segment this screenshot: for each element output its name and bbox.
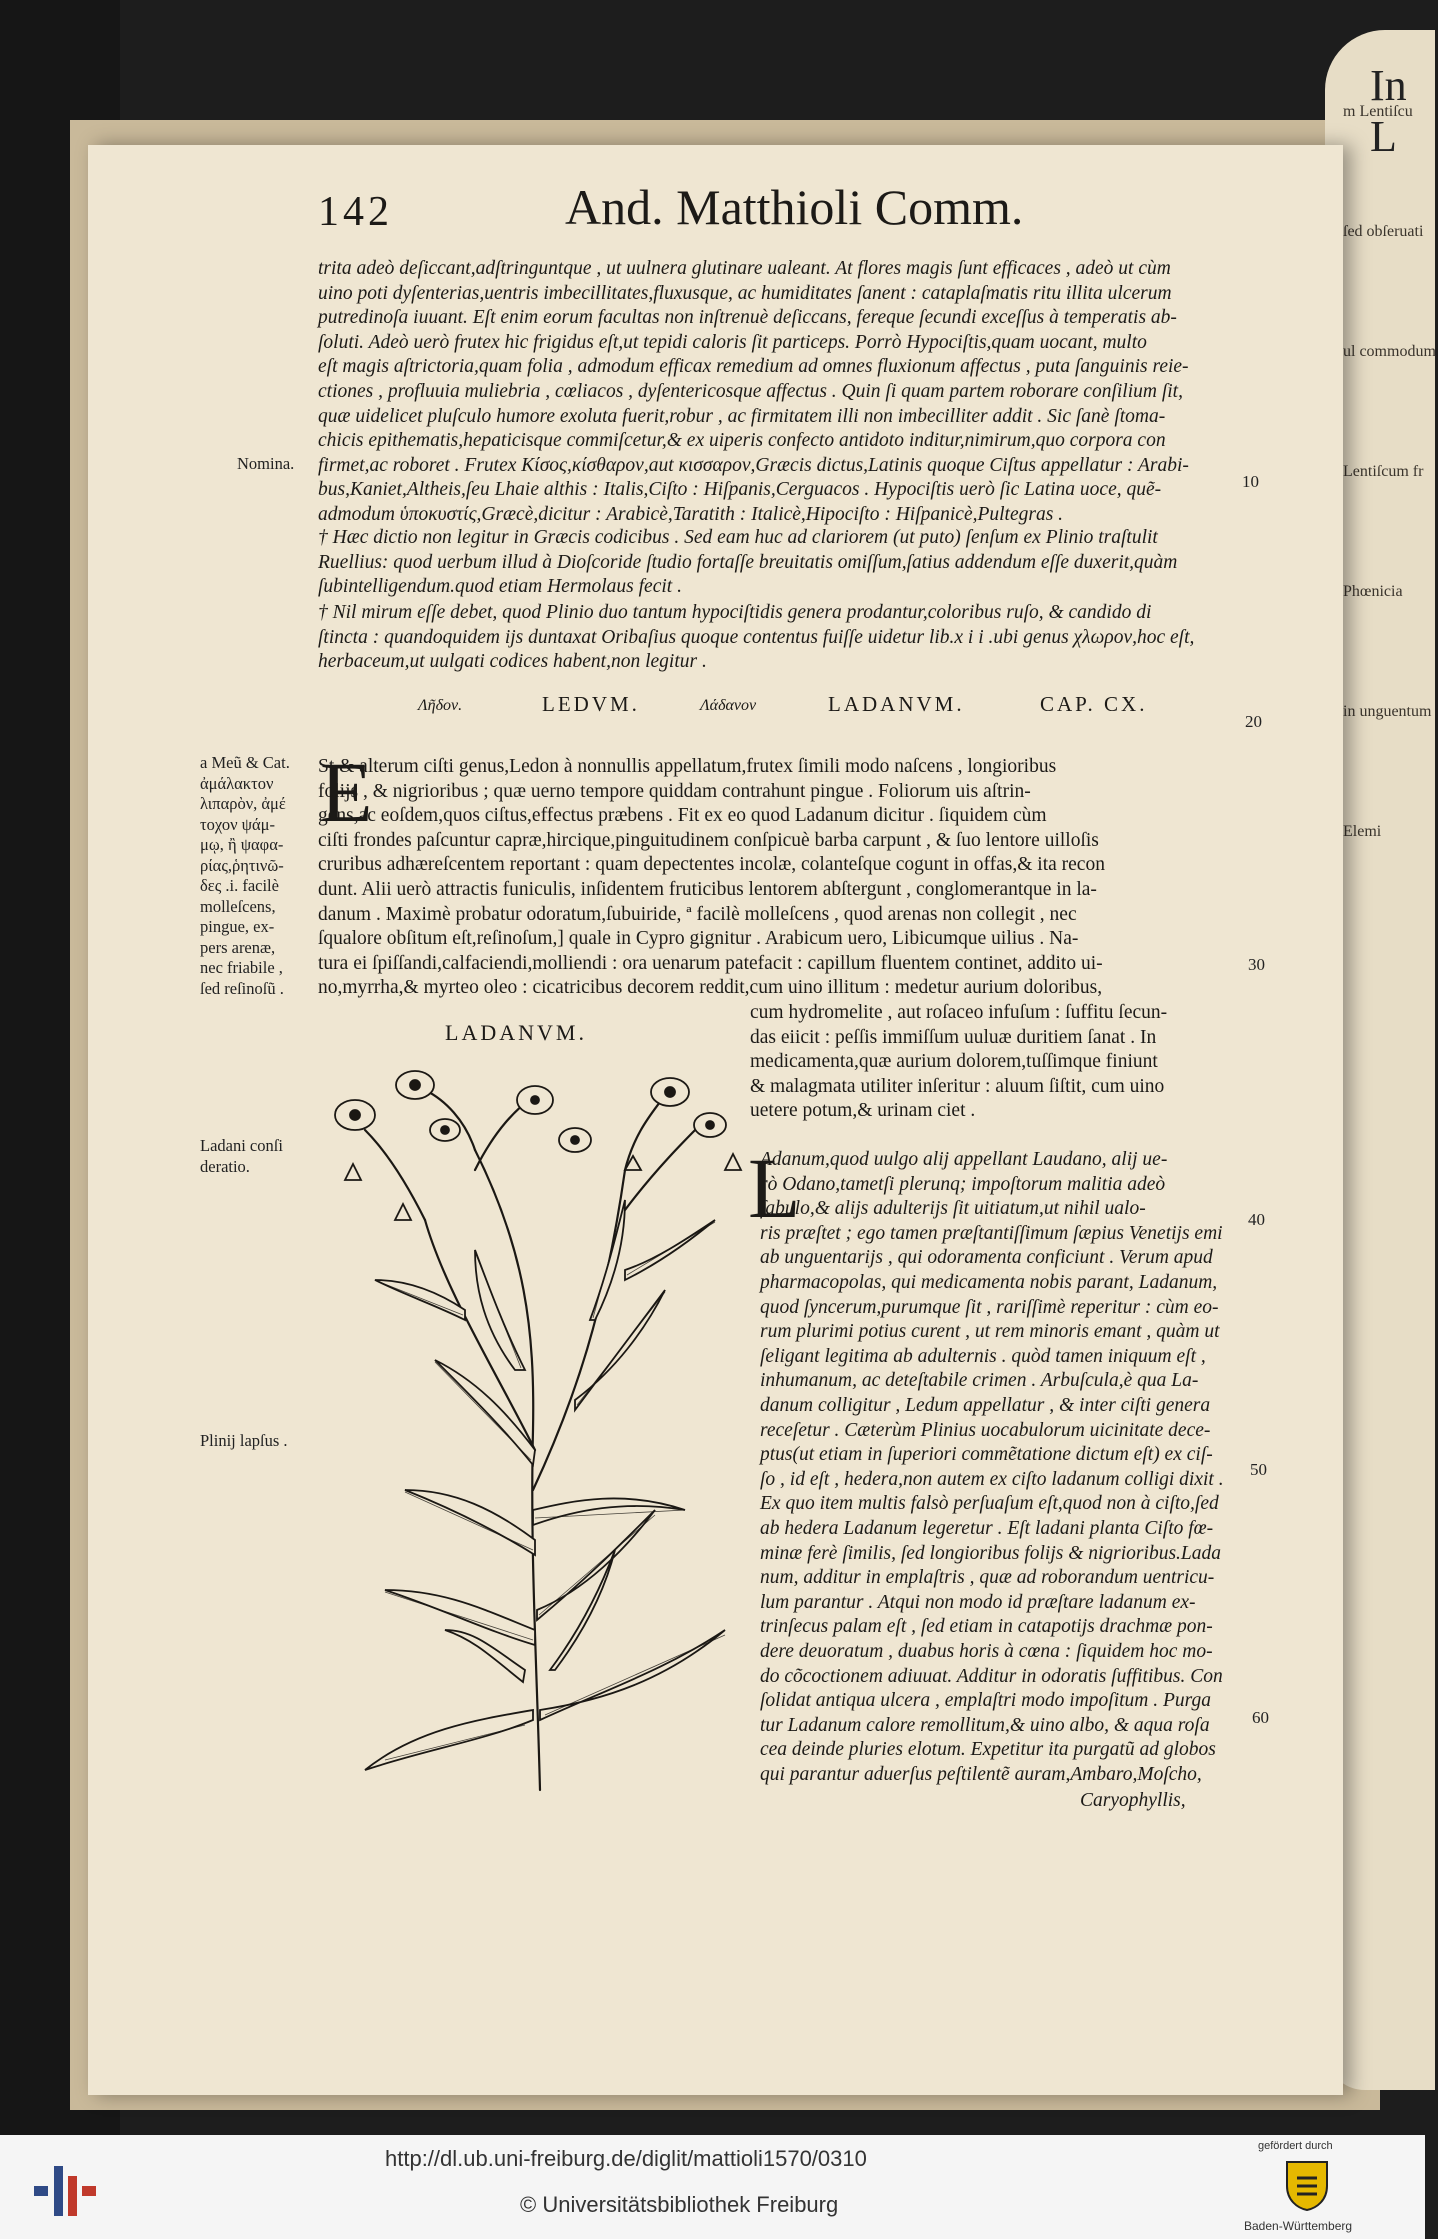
facing-page-line: Elemi <box>1343 823 1382 840</box>
line-number-20: 20 <box>1245 712 1262 731</box>
catchword: Caryophyllis, <box>1080 1790 1186 1811</box>
margin-note-nomina: Nomina. <box>237 454 295 473</box>
text-line: ſolidat antiqua ulcera , emplaſtri modo impoſitum . Purga <box>760 1690 1212 1712</box>
text-line: ciſti frondes paſcuntur capræ,hircique,pinguitudinem conſpicuè barba carpunt , & ſuo lentore uilloſis <box>318 829 1099 851</box>
text-line: das eiicit : peſſis immiſſum uuluæ duritiem ſanat . In <box>750 1026 1157 1048</box>
text-line: quod ſyncerum,purumque ſit , rariſſimè reperitur : cùm eo- <box>760 1296 1219 1318</box>
margin-line: ρίας,ῥητινῶ- <box>200 855 284 875</box>
sponsor-caption: gefördert durch <box>1258 2140 1333 2152</box>
text-line: chicis epithematis,hepaticisque commiſcetur,& ex uiperis confecto antidoto inditur,nimirum,quo corpora con <box>318 430 1166 452</box>
line-number-60: 60 <box>1252 1708 1269 1727</box>
line-number-10: 10 <box>1242 472 1259 491</box>
text-line: uetere potum,& urinam ciet . <box>750 1100 976 1122</box>
ladanum-woodcut-illustration <box>325 1070 765 1790</box>
text-line: Ex quo item multis falsò perſuaſum eſt,quod non à ciſto,ſed <box>760 1493 1219 1515</box>
facing-page-line: ul commodum <box>1343 343 1436 360</box>
chapter-title-ladanum: LADANVM. <box>828 692 965 716</box>
text-line: ris præſtet ; ego tamen præſtantiſſimum ſæpius Venetijs emi <box>760 1222 1223 1244</box>
margin-line: pers arenæ, <box>200 937 276 957</box>
text-line: folijs , & nigrioribus ; quæ uerno tempore quiddam contrahunt pingue . Foliorum uis aſtrin- <box>318 780 1031 802</box>
illustration-caption: LADANVM. <box>445 1020 587 1045</box>
margin-line: λιπαρὸν, ἀμέ <box>200 794 286 813</box>
facing-page-line: in unguentum <box>1343 703 1432 720</box>
facing-page-line: Phœnicia <box>1343 583 1403 600</box>
margin-note-plinij-lapsus: Plinij lapſus . <box>200 1431 288 1450</box>
text-line: Adanum,quod uulgo alij appellant Laudano, alij ue- <box>760 1149 1168 1170</box>
permalink-url[interactable]: http://dl.ub.uni-freiburg.de/diglit/mattioli1570/0310 <box>385 2146 867 2171</box>
text-line: † Nil mirum eſſe debet, quod Plinio duo tantum hypociſtidis genera prodantur,coloribus ruſo, & candido di <box>318 602 1152 623</box>
chapter-title-ledum: LEDVM. <box>542 692 640 716</box>
text-line: qui parantur aduerſus peſtilentẽ auram,Ambaro,Moſcho, <box>760 1764 1202 1785</box>
drop-cap-l: L <box>748 1140 801 1236</box>
text-line: tur Ladanum calore remollitum,& uino albo, & aqua roſa <box>760 1714 1210 1736</box>
margin-line: ſed reſinoſũ . <box>200 978 284 998</box>
text-line: ſoluti. Adeò uerò frutex hic frigidus eſt,ut tepidi caloris ſit particeps. Porrò Hypociſtis,quam uocant, multo <box>318 331 1147 353</box>
chapter-greek-ledum: Λῆδον. <box>418 697 463 714</box>
text-line: dunt. Alii uerò attractis funiculis, inſidentem fruticibus lentorem abſtergunt , conglomerantque in la- <box>318 879 1097 900</box>
margin-line: nec friabile , <box>200 958 283 977</box>
text-line: ſabulo,& alijs adulterijs ſit uitiatum,ut nihil ualo- <box>760 1198 1146 1220</box>
text-line: danum . Maximè probatur odoratum,ſubuiride, ª facilè molleſcens , quod arenas non collegit , nec <box>318 903 1077 925</box>
margin-line: a Meũ & Cat. <box>200 753 290 772</box>
facing-page-line: Lentiſcum fr <box>1343 463 1424 480</box>
text-line: cruribus adhæreſcentem reportant : quam depectentes incolæ, colanteſque cogunt in offas,& ita recon <box>318 854 1105 876</box>
text-line: putredinoſa iuuant. Eſt enim eorum facultas non inſtrenuè deſiccans, fereque ſecundi exceſſus à temperatis ab- <box>318 307 1177 329</box>
text-line: ptus(ut etiam in ſuperiori commẽtatione dictum eſt) ex ciſ- <box>760 1444 1213 1466</box>
margin-line: τοχον ψάμ- <box>200 814 275 834</box>
text-line: bus,Kaniet,Altheis,ſeu Lhaie althis : Italis,Ciſto : Hiſpanis,Cerguacos . Hypociſtis uerò ſic Latina uoce, quẽ- <box>318 479 1162 501</box>
baden-wuerttemberg-crest-icon <box>1283 2158 1331 2212</box>
text-line: ſqualore obſitum eſt,reſinoſum,] quale in Cypro gignitur . Arabicum uero, Libicumque uilius . Na- <box>318 928 1079 950</box>
margin-line: pingue, ex- <box>200 917 275 936</box>
page-number: 142 <box>318 189 393 235</box>
text-line: gens,ac eoſdem,quos ciſtus,effectus præbens . Fit ex eo quod Ladanum dicitur . ſiquidem cùm <box>318 805 1047 827</box>
copyright-notice: © Universitätsbibliothek Freiburg <box>520 2192 839 2217</box>
text-line: ſtincta : quandoquidem ijs duntaxat Oribaſius quoque contentus fuiſſe uidetur lib.x i i .ubi genus χλωρον,hoc eſt, <box>318 626 1195 648</box>
text-line: St & alterum ciſti genus,Ledon à nonnullis appellatum,frutex ſimili modo naſcens , longioribus <box>318 756 1057 777</box>
text-line: ctiones , profluuia muliebria , cœliacos , dyſentericosque affectus . Quin ſi quam partem roborare conſilium ſit, <box>318 381 1183 402</box>
text-line: Ruellius: quod uerbum illud à Dioſcoride ſtudio fortaſſe breuitatis omiſſum,ſatius addendum eſſe duxerit,quàm <box>318 551 1178 573</box>
text-line: eſt magis aſtrictoria,quam folia , admodum efficax remedium ad omnes fluxionum affectus , puta ſanguinis reie- <box>318 356 1189 378</box>
text-line: uino poti dyſenterias,uentris imbecillitates,fluxusque, ac humiditates ſanent : cataplaſmatis ritu illita ulcerum <box>318 282 1172 304</box>
text-line: firmet,ac roboret . Frutex Κίσος,κίσθαρον,aut κισσαρον,Græcis dictus,Latinis quoque Ciſtus appellatur : Arabi- <box>318 454 1189 476</box>
text-line: rò Odano,tametſi plerunq; impoſtorum malitia adeò <box>760 1173 1166 1195</box>
text-line: medicamenta,quæ aurium dolorem,tuſſimque finiunt <box>750 1051 1158 1073</box>
text-line: trita adeò deſiccant,adſtringuntque , ut uulnera glutinare ualeant. At flores magis ſunt efficaces , adeò ut cùm <box>318 258 1171 279</box>
margin-line: μῳ, ἢ ψαφα- <box>200 835 284 854</box>
margin-line: Ladani conſi <box>200 1136 283 1155</box>
text-line: lum parantur . Atqui non modo id præſtare ladanum ex- <box>760 1591 1196 1613</box>
text-line: ſo , id eſt , hedera,non autem ex ciſto ladanum colligi dixit . <box>760 1468 1224 1490</box>
line-number-30: 30 <box>1248 955 1265 974</box>
drop-cap-e: E <box>320 744 373 840</box>
margin-line: deratio. <box>200 1157 250 1176</box>
text-line: cum hydromelite , aut roſaceo infuſum : ſuffitu ſecun- <box>750 1002 1168 1023</box>
facing-page-line: ſed obſeruati <box>1343 223 1424 240</box>
text-line: quæ uidelicet pluſculo humore exoluta fuerit,robur , ac firmitatem illi non imbecilliter addit . Sic ſanè ſtoma- <box>318 405 1166 427</box>
text-line: ab unguentarijs , qui odoramenta conficiunt . Verum apud <box>760 1247 1213 1269</box>
running-title: And. Matthioli Comm. <box>565 179 1024 235</box>
margin-line: ἀμάλακτον <box>200 773 274 793</box>
facing-page-line: m Lentiſcu <box>1343 103 1413 120</box>
text-line: trinſecus palam eſt , ſed etiam in catapotijs drachmæ pon- <box>760 1616 1213 1638</box>
text-line: admodum ὑποκυστίς,Græcè,dicitur : Arabicè,Taratith : Italicè,Hipociſto : Hiſpanicè,Pultegras . <box>318 504 1064 525</box>
margin-line: δες .i. facilè <box>200 876 279 895</box>
text-line: † Hæc dictio non legitur in Græcis codicibus . Sed eam huc ad clariorem (ut puto) ſenſum ex Plinio traſtulit <box>318 527 1158 548</box>
text-line: ſubintelligendum.quod etiam Hermolaus fecit . <box>318 576 682 598</box>
text-line: ab hedera Ladanum legeretur . Eſt ladani planta Ciſto fœ- <box>760 1518 1214 1539</box>
sponsor-name: Baden-Württemberg <box>1244 2219 1353 2233</box>
text-line: cea deinde pluries elotum. Expetitur ita purgatũ ad globos <box>760 1739 1216 1761</box>
text-line: ſeligant legitima ab adulternis . quòd tamen iniquum eſt , <box>760 1345 1206 1367</box>
line-number-50: 50 <box>1250 1460 1267 1479</box>
text-line: receſetur . Cæterùm Plinius uocabulorum uicinitate dece- <box>760 1419 1211 1441</box>
text-line: minæ ferè ſimilis, ſed longioribus folijs & nigrioribus.Lada <box>760 1542 1222 1564</box>
text-line: inhumanum, ac deteſtabile crimen . Arbuſcula,è qua La- <box>760 1370 1199 1392</box>
text-line: do cõcoctionem adiuuat. Additur in odoratis ſuffitibus. Con <box>760 1665 1223 1687</box>
text-line: rum plurimi potius curent , ut rem minoris emant , quàm ut <box>760 1321 1220 1343</box>
chapter-greek-ladanum: Λάδανον <box>700 697 757 714</box>
text-line: num, additur in emplaſtris , quæ ad roborandum uentricu- <box>760 1567 1215 1589</box>
text-line: herbaceum,ut uulgati codices habent,non legitur . <box>318 651 707 673</box>
text-line: & malagmata utiliter inſeritur : aluum ſiſtit, cum uino <box>750 1075 1165 1097</box>
line-number-40: 40 <box>1248 1210 1265 1229</box>
text-line: danum colligitur , Ledum appellatur , & inter ciſti genera <box>760 1395 1211 1416</box>
text-line: dere deuoratum , duabus horis à cœna : ſiquidem hoc mo- <box>760 1641 1213 1662</box>
facing-page-heading: In L <box>1370 61 1407 161</box>
university-logo-icon <box>30 2160 100 2222</box>
text-line: tura ei ſpiſſandi,calfaciendi,molliendi : ora uenarum patefacit : capillum fluentem continet, addito ui- <box>318 952 1103 974</box>
chapter-number: CAP. CX. <box>1040 692 1148 716</box>
text-line: no,myrrha,& myrteo oleo : cicatricibus decorem reddit,cum uino illitum : medetur aurium doloribus, <box>318 977 1103 999</box>
margin-line: molleſcens, <box>200 896 276 916</box>
text-line: pharmacopolas, qui medicamenta nobis parant, Ladanum, <box>760 1272 1218 1293</box>
